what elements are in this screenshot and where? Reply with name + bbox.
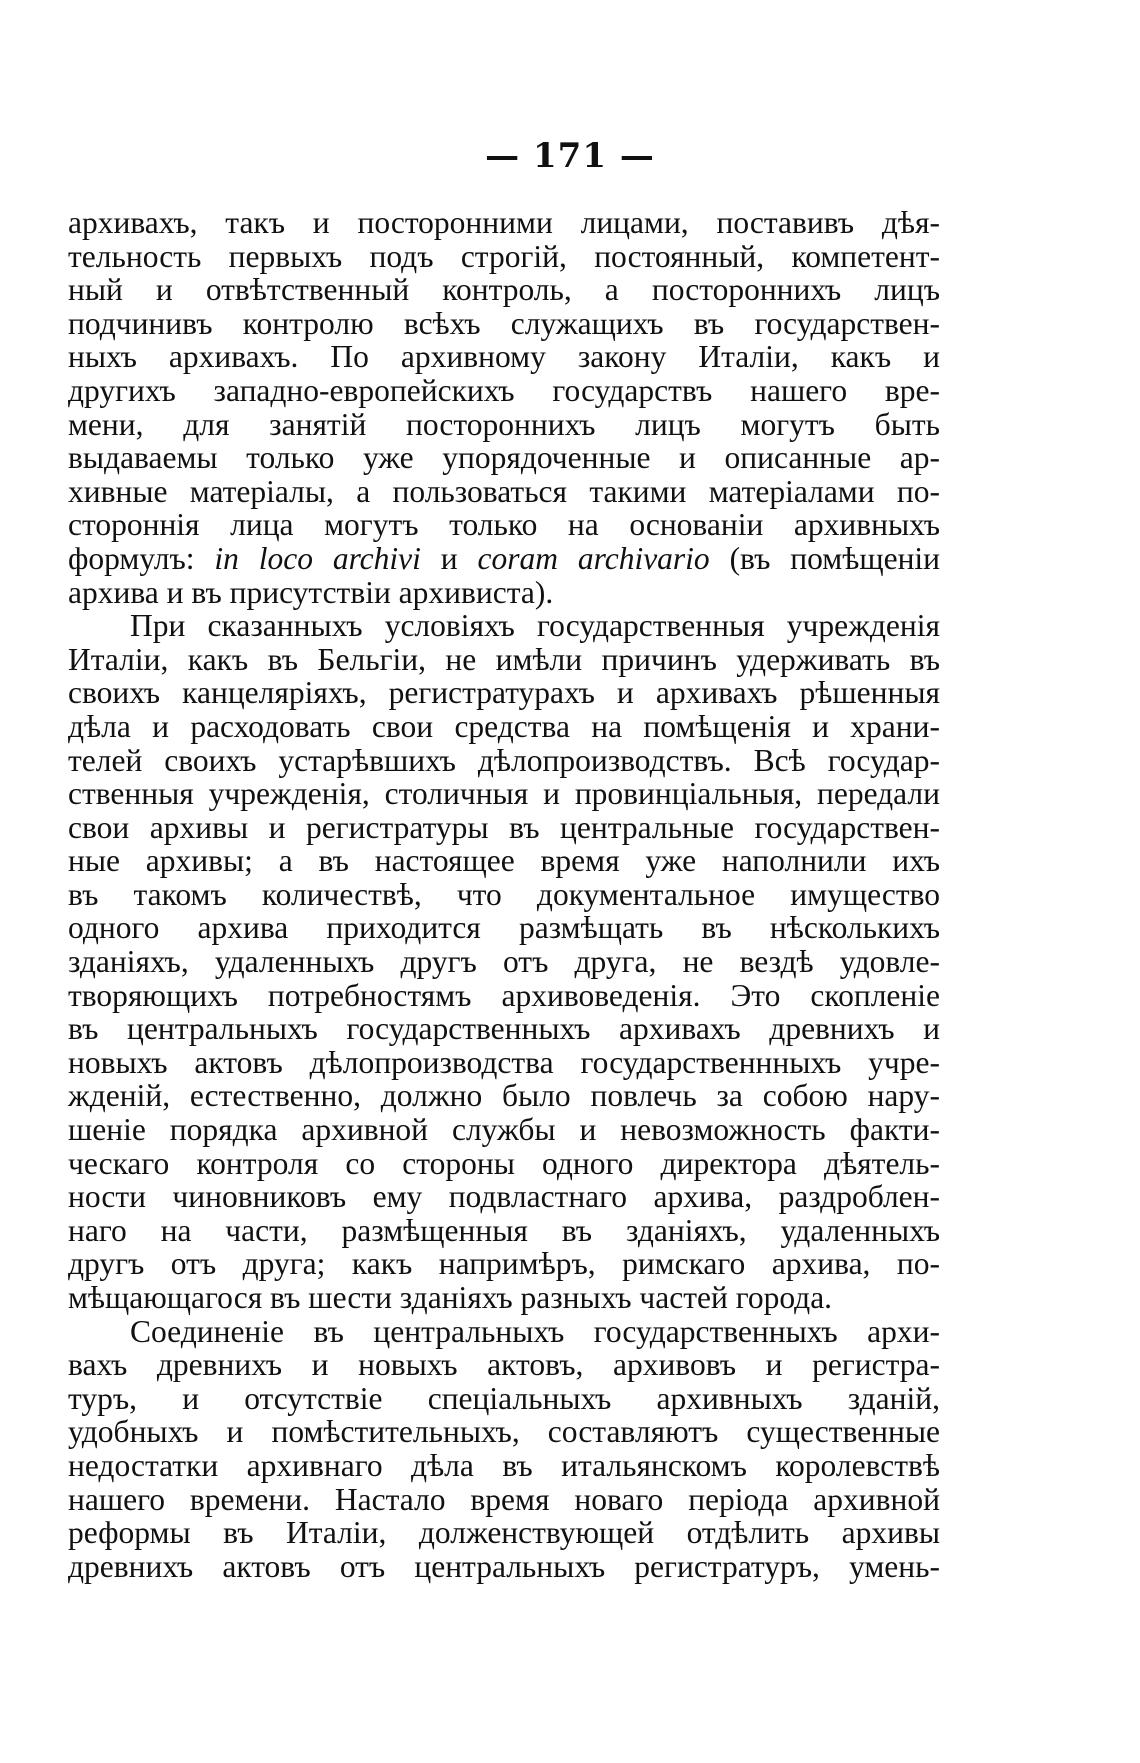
text-line: ные архивы; а въ настоящее время уже наполнили ихъ [68,843,940,879]
text-line: туръ, и отсутствіе спеціальныхъ архивныхъ зданій, [68,1380,940,1416]
text-line: въ центральныхъ государственныхъ архивахъ древнихъ и [68,1011,940,1047]
text-line: наго на части, размѣщенныя въ зданіяхъ, удаленныхъ [68,1212,940,1248]
latin-phrase: in loco archivi [214,540,421,576]
text-line: другихъ западно-европейскихъ государствъ нашего вре- [68,372,940,408]
text-line: выдаваемы только уже упорядоченные и описанные ар- [68,440,940,476]
text-line: мени, для занятій постороннихъ лицъ могутъ быть [68,406,940,442]
text-fragment: формулъ: [68,540,195,576]
text-line: хивные матеріалы, а пользоваться такими матеріалами по- [68,473,940,509]
text-line: ственныя учрежденія, столичныя и провинціальныя, передали [68,776,940,812]
text-line: недостатки архивнаго дѣла въ итальянскомъ королевствѣ [68,1447,940,1483]
text-line: свои архивы и регистратуры въ центральные государствен- [68,809,940,845]
text-line: тельность первыхъ подъ строгій, постоянный, компетент- [68,238,940,274]
text-line: При сказанныхъ условіяхъ государственныя учрежденія [130,608,940,644]
text-line: архивахъ, такъ и посторонними лицами, поставивъ дѣя- [68,205,940,240]
text-line: реформы въ Италіи, долженствующей отдѣлить архивы [68,1515,940,1551]
text-line: вахъ древнихъ и новыхъ актовъ, архивовъ и регистра- [68,1347,940,1383]
text-line: древнихъ актовъ отъ центральныхъ регистратуръ, умень- [68,1548,940,1584]
text-line: мѣщающагося въ шести зданіяхъ разныхъ частей города. [68,1280,833,1315]
text-line: удобныхъ и помѣстительныхъ, составляютъ существенные [68,1414,940,1450]
text-line: другъ отъ друга; какъ напримѣръ, римскаго архива, по- [68,1246,940,1282]
text-line: ный и отвѣтственный контроль, а постороннихъ лицъ [68,272,940,308]
text-line: зданіяхъ, удаленныхъ другъ отъ друга, не вездѣ удовле- [68,944,940,980]
text-line: ныхъ архивахъ. По архивному закону Италіи, какъ и [68,339,940,375]
latin-phrase: coram archivario [477,540,710,576]
page-number: — 171 — [485,136,655,176]
text-line: Соединеніе въ центральныхъ государственныхъ архи- [130,1313,940,1349]
text-line: въ такомъ количествѣ, что документальное имущество [68,876,940,912]
text-line: дѣла и расходовать свои средства на помѣщенія и храни- [68,708,940,744]
text-line: телей своихъ устарѣвшихъ дѣлопроизводствъ. Всѣ государ- [68,742,940,778]
text-line: архива и въ присутствіи архивиста). [68,574,554,610]
text-line: нашего времени. Настало время новаго періода архивной [68,1481,940,1517]
text-line: жденій, естественно, должно было повлечь за собою нару- [68,1078,940,1114]
text-line: ности чиновниковъ ему подвластнаго архива, раздроблен- [68,1179,940,1215]
text-line: творяющихъ потребностямъ архивоведенія. Это скопленіе [68,977,940,1013]
text-line: Италіи, какъ въ Бельгіи, не имѣли причинъ удерживать въ [68,641,940,677]
text-line: новыхъ актовъ дѣлопроизводства государственнныхъ учре- [68,1044,940,1080]
text-line: шеніе порядка архивной службы и невозможность факти- [68,1112,940,1148]
text-fragment: и [440,540,458,576]
text-line: подчинивъ контролю всѣхъ служащихъ въ государствен- [68,305,940,341]
text-fragment: (въ помѣщеніи [729,540,941,576]
text-line: своихъ канцеляріяхъ, регистратурахъ и архивахъ рѣшенныя [68,675,940,711]
text-line [68,542,940,576]
body-text [68,206,940,1583]
text-line: ческаго контроля со стороны одного директора дѣятель- [68,1145,940,1181]
text-line: стороннія лица могутъ только на основаніи архивныхъ [68,507,940,543]
text-line: одного архива приходится размѣщать въ нѣсколькихъ [68,910,940,946]
